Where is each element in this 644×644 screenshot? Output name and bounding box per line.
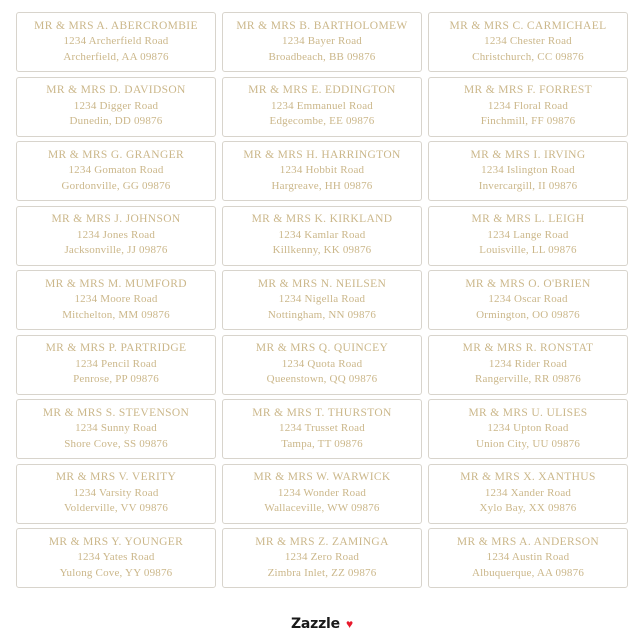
label-city-state-zip: Killkenny, KK 09876 [272, 244, 372, 257]
label-street-address: 1234 Austin Road [486, 551, 570, 564]
label-street-address: 1234 Nigella Road [278, 293, 366, 306]
label-street-address: 1234 Gomaton Road [68, 164, 164, 177]
label-street-address: 1234 Jones Road [76, 228, 156, 241]
address-label [428, 77, 628, 137]
label-city-state-zip: Xylo Bay, XX 09876 [479, 502, 577, 515]
label-city-state-zip: Union City, UU 09876 [475, 437, 581, 450]
label-recipient-name: MR & MRS B. BARTHOLOMEW [236, 19, 408, 32]
label-city-state-zip: Archerfield, AA 09876 [63, 50, 169, 63]
label-recipient-name: MR & MRS C. CARMICHAEL [449, 19, 607, 32]
label-recipient-name: MR & MRS I. IRVING [470, 148, 586, 161]
label-street-address: 1234 Rider Road [488, 357, 568, 370]
address-label [16, 77, 216, 137]
label-street-address: 1234 Bayer Road [282, 35, 362, 48]
label-city-state-zip: Broadbeach, BB 09876 [268, 50, 376, 63]
address-label [16, 270, 216, 330]
label-city-state-zip: Hargreave, HH 09876 [271, 179, 373, 192]
label-street-address: 1234 Kamlar Road [278, 228, 366, 241]
heart-icon: ♥ [345, 617, 354, 631]
label-city-state-zip: Edgecombe, EE 09876 [269, 115, 375, 128]
address-label [428, 464, 628, 524]
label-recipient-name: MR & MRS Q. QUINCEY [255, 342, 389, 355]
label-street-address: 1234 Islington Road [481, 164, 575, 177]
label-city-state-zip: Zimbra Inlet, ZZ 09876 [267, 566, 377, 579]
label-street-address: 1234 Upton Road [487, 422, 569, 435]
address-label [222, 528, 422, 588]
label-street-address: 1234 Hobbit Road [279, 164, 365, 177]
label-street-address: 1234 Varsity Road [73, 486, 159, 499]
address-label [222, 12, 422, 72]
label-city-state-zip: Rangerville, RR 09876 [475, 373, 581, 386]
labels-grid [16, 10, 628, 591]
label-city-state-zip: Nottingham, NN 09876 [267, 308, 377, 321]
label-recipient-name: MR & MRS S. STEVENSON [42, 406, 190, 419]
address-label [222, 464, 422, 524]
label-street-address: 1234 Trusset Road [279, 422, 365, 435]
label-street-address: 1234 Moore Road [74, 293, 158, 306]
label-city-state-zip: Invercargill, II 09876 [478, 179, 578, 192]
label-city-state-zip: Shore Cove, SS 09876 [64, 437, 168, 450]
label-recipient-name: MR & MRS P. PARTRIDGE [45, 342, 187, 355]
label-city-state-zip: Dunedin, DD 09876 [69, 115, 163, 128]
label-city-state-zip: Finchmill, FF 09876 [480, 115, 576, 128]
label-recipient-name: MR & MRS A. ABERCROMBIE [34, 19, 198, 32]
label-street-address: 1234 Quota Road [281, 357, 363, 370]
address-label [16, 12, 216, 72]
label-street-address: 1234 Lange Road [487, 228, 569, 241]
label-street-address: 1234 Pencil Road [75, 357, 157, 370]
label-recipient-name: MR & MRS M. MUMFORD [45, 277, 187, 290]
label-recipient-name: MR & MRS F. FORREST [463, 84, 593, 97]
label-city-state-zip: Penrose, PP 09876 [73, 373, 159, 386]
label-recipient-name: MR & MRS L. LEIGH [471, 213, 585, 226]
address-label [428, 399, 628, 459]
address-label [428, 528, 628, 588]
address-label [428, 335, 628, 395]
label-recipient-name: MR & MRS H. HARRINGTON [243, 148, 401, 161]
label-street-address: 1234 Chester Road [484, 35, 572, 48]
label-city-state-zip: Queenstown, QQ 09876 [266, 373, 378, 386]
label-street-address: 1234 Zero Road [284, 551, 360, 564]
address-label [428, 12, 628, 72]
address-label [16, 141, 216, 201]
label-street-address: 1234 Emmanuel Road [271, 99, 373, 112]
label-recipient-name: MR & MRS T. THURSTON [252, 406, 392, 419]
label-recipient-name: MR & MRS V. VERITY [55, 471, 177, 484]
label-recipient-name: MR & MRS K. KIRKLAND [251, 213, 393, 226]
label-city-state-zip: Gordonville, GG 09876 [61, 179, 171, 192]
label-city-state-zip: Volderville, VV 09876 [63, 502, 169, 515]
label-city-state-zip: Albuquerque, AA 09876 [471, 566, 585, 579]
label-city-state-zip: Tampa, TT 09876 [281, 437, 363, 450]
label-recipient-name: MR & MRS X. XANTHUS [460, 471, 596, 484]
label-street-address: 1234 Sunny Road [75, 422, 157, 435]
label-street-address: 1234 Xander Road [484, 486, 572, 499]
label-recipient-name: MR & MRS N. NEILSEN [257, 277, 387, 290]
label-city-state-zip: Jacksonville, JJ 09876 [64, 244, 168, 257]
label-street-address: 1234 Archerfield Road [63, 35, 169, 48]
label-street-address: 1234 Digger Road [73, 99, 159, 112]
label-city-state-zip: Louisville, LL 09876 [479, 244, 577, 257]
label-recipient-name: MR & MRS A. ANDERSON [456, 535, 600, 548]
address-label [222, 206, 422, 266]
label-city-state-zip: Mitchelton, MM 09876 [62, 308, 170, 321]
address-label [16, 206, 216, 266]
address-label [428, 270, 628, 330]
label-recipient-name: MR & MRS Z. ZAMINGA [255, 535, 389, 548]
address-label [222, 141, 422, 201]
label-street-address: 1234 Oscar Road [488, 293, 568, 306]
label-recipient-name: MR & MRS U. ULISES [468, 406, 588, 419]
footer-branding [0, 616, 644, 632]
label-street-address: 1234 Wonder Road [277, 486, 367, 499]
address-label [222, 77, 422, 137]
label-recipient-name: MR & MRS E. EDDINGTON [248, 84, 396, 97]
zazzle-logo: Zazzle [290, 616, 340, 632]
address-label [16, 399, 216, 459]
label-street-address: 1234 Floral Road [487, 99, 569, 112]
label-city-state-zip: Christchurch, CC 09876 [472, 50, 584, 63]
address-label [428, 141, 628, 201]
label-street-address: 1234 Yates Road [77, 551, 155, 564]
label-city-state-zip: Wallaceville, WW 09876 [264, 502, 380, 515]
label-city-state-zip: Ormington, OO 09876 [476, 308, 580, 321]
address-label [222, 270, 422, 330]
label-recipient-name: MR & MRS Y. YOUNGER [48, 535, 184, 548]
label-recipient-name: MR & MRS O. O'BRIEN [465, 277, 591, 290]
address-label [16, 528, 216, 588]
label-recipient-name: MR & MRS J. JOHNSON [51, 213, 181, 226]
address-label [16, 464, 216, 524]
label-recipient-name: MR & MRS D. DAVIDSON [46, 84, 186, 97]
label-city-state-zip: Yulong Cove, YY 09876 [59, 566, 173, 579]
label-recipient-name: MR & MRS R. RONSTAT [462, 342, 594, 355]
label-recipient-name: MR & MRS W. WARWICK [253, 471, 391, 484]
address-label [16, 335, 216, 395]
address-label [222, 335, 422, 395]
label-recipient-name: MR & MRS G. GRANGER [47, 148, 185, 161]
address-label [222, 399, 422, 459]
address-label [428, 206, 628, 266]
